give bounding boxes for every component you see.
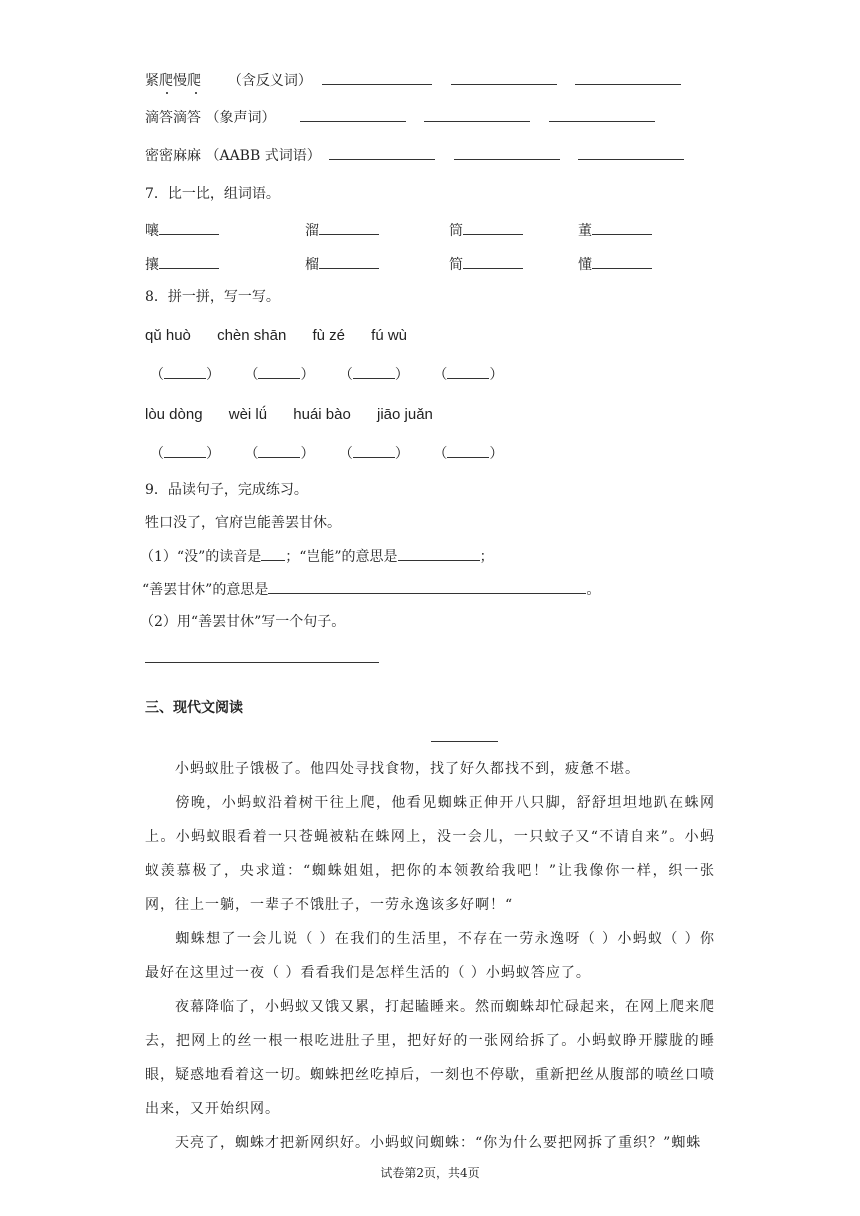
answer-paren[interactable]: （ ） — [244, 367, 315, 383]
q7-char: 懂 — [578, 257, 592, 273]
q6-hint-2: （象声词） — [205, 110, 276, 126]
q9-part-1-b — [142, 579, 600, 600]
answer-paren[interactable]: （ ） — [338, 367, 409, 383]
paragraph-text: 蜘蛛想了一会儿说（ ）在我们的生活里，不存在一劳永逸呀（ ）小蚂蚁（ ）你最好在这里过一夜（ ）看看我们是怎样生活的（ ）小蚂蚁答应了。 — [145, 931, 715, 981]
q7-item — [305, 254, 379, 274]
answer-paren[interactable]: （ ） — [150, 446, 220, 462]
q7-item — [578, 220, 652, 240]
q7-item — [449, 220, 523, 240]
q6-word-3: 密密麻麻 — [145, 148, 201, 164]
q6-word-2: 滴答滴答 — [145, 110, 201, 126]
answer-blank[interactable] — [463, 254, 523, 269]
pinyin-item: fú wù — [371, 327, 408, 344]
q9-prompt: 。 — [586, 582, 601, 598]
answer-blank[interactable] — [159, 254, 219, 269]
q6-hint-1: （含反义词） — [227, 73, 312, 89]
answer-blank[interactable] — [578, 145, 684, 160]
q8-answer-row-1 — [150, 365, 523, 385]
pinyin-item: wèi lǘ — [228, 406, 268, 423]
answer-blank[interactable] — [319, 254, 379, 269]
paragraph — [145, 990, 715, 1126]
answer-blank[interactable] — [268, 579, 586, 594]
answer-line[interactable] — [145, 662, 379, 663]
passage-title-blank[interactable] — [431, 741, 498, 742]
emphasis-dot — [195, 92, 197, 94]
paragraph-text: 小蚂蚁肚子饿极了。他四处寻找食物，找了好久都找不到，疲惫不堪。 — [175, 761, 640, 777]
q7-item — [145, 254, 219, 274]
q9-prompt: “善罢甘休”的意思是 — [142, 582, 269, 598]
q7-char: 溜 — [305, 223, 319, 239]
q7-char: 攘 — [145, 257, 159, 273]
emphasis-dot — [166, 92, 168, 94]
pinyin-item: chèn shān — [217, 327, 287, 344]
paragraph-text: 傍晚，小蚂蚁沿着树干往上爬，他看见蜘蛛正伸开八只脚，舒舒坦坦地趴在蛛网上。小蚂蚁眼看着一只苍蝇被粘在蛛网上，没一会儿，一只蚊子又“不请自来”。小蚂蚁羡慕极了，央求道：“蜘蛛姐姐，把你的本领教给我吧！”让我像你一样，织一张网，往上一躺，一辈子不饿肚子，一劳永逸该多好啊！“ — [145, 795, 715, 913]
pinyin-item: lòu dòng — [145, 406, 203, 423]
section-title: 三、现代文阅读 — [145, 700, 243, 716]
answer-blank[interactable] — [159, 220, 219, 235]
q9-part-1 — [140, 546, 494, 567]
answer-paren[interactable]: （ ） — [433, 446, 504, 462]
answer-blank[interactable] — [549, 107, 655, 122]
paragraph — [145, 786, 715, 922]
q9-sentence: 牲口没了，官府岂能善罢甘休。 — [145, 515, 341, 531]
answer-blank[interactable] — [592, 254, 652, 269]
pinyin-item: jiāo juǎn — [377, 406, 433, 423]
answer-blank[interactable] — [451, 70, 557, 85]
answer-blank[interactable] — [463, 220, 523, 235]
q7-char: 榴 — [305, 257, 319, 273]
paragraph-text: 天亮了，蜘蛛才把新网织好。小蚂蚁问蜘蛛：“你为什么要把网拆了重织？”蜘蛛 — [175, 1135, 702, 1151]
answer-paren[interactable]: （ ） — [244, 446, 315, 462]
pinyin-item: fù zé — [312, 327, 345, 344]
paragraph — [145, 1126, 715, 1160]
q7-item — [449, 254, 523, 274]
q6-word-1: 紧爬慢爬 — [145, 73, 201, 89]
paragraph-text: 夜幕降临了，小蚂蚁又饿又累，打起瞌睡来。然而蜘蛛却忙碌起来，在网上爬来爬去，把网上的丝一根一根吃进肚子里，把好好的一张网给拆了。小蚂蚁睁开朦胧的睡眼，疑惑地看着这一切。蜘蛛把丝吃掉后，一刻也不停歇，重新把丝从腹部的喷丝口喷出来，又开始织网。 — [145, 999, 715, 1117]
q9-title: 9．品读句子，完成练习。 — [145, 482, 308, 498]
q7-char: 筒 — [449, 223, 463, 239]
answer-blank[interactable] — [592, 220, 652, 235]
pinyin-item: huái bào — [293, 406, 351, 423]
pinyin-item: qǔ huò — [145, 327, 191, 344]
q9-prompt: ；“岂能”的意思是 — [285, 549, 398, 565]
q9-prompt: （1）“没”的读音是 — [140, 549, 262, 565]
answer-paren[interactable]: （ ） — [150, 367, 220, 383]
paragraph — [145, 922, 715, 990]
answer-blank[interactable] — [300, 107, 406, 122]
q7-item — [578, 254, 652, 274]
q6-row-3 — [145, 145, 684, 166]
answer-blank[interactable] — [319, 220, 379, 235]
answer-blank[interactable] — [322, 70, 432, 85]
q7-item — [145, 220, 219, 240]
answer-blank[interactable] — [329, 145, 435, 160]
q6-hint-3: （AABB 式词语） — [205, 148, 321, 164]
q7-char: 简 — [449, 257, 463, 273]
paragraph — [145, 752, 715, 786]
q7-item — [305, 220, 379, 240]
q8-pinyin-row-2 — [145, 405, 455, 425]
q8-title: 8．拼一拼，写一写。 — [145, 289, 280, 305]
q6-row-1 — [145, 70, 681, 91]
q8-pinyin-row-1 — [145, 326, 429, 346]
q8-answer-row-2 — [150, 444, 523, 464]
q7-char: 董 — [578, 223, 592, 239]
q6-row-2 — [145, 107, 655, 128]
answer-blank[interactable] — [424, 107, 530, 122]
answer-blank[interactable] — [261, 546, 285, 561]
answer-blank[interactable] — [454, 145, 560, 160]
answer-blank[interactable] — [398, 546, 480, 561]
answer-paren[interactable]: （ ） — [338, 446, 409, 462]
q7-title: 7．比一比，组词语。 — [145, 186, 280, 202]
q7-char: 嚷 — [145, 223, 159, 239]
passage — [145, 752, 715, 1160]
answer-blank[interactable] — [575, 70, 681, 85]
answer-paren[interactable]: （ ） — [433, 367, 504, 383]
q9-prompt: ； — [479, 549, 494, 565]
page-footer: 试卷第2页，共4页 — [380, 1166, 480, 1180]
q9-part-2: （2）用“善罢甘休”写一个句子。 — [140, 614, 346, 630]
